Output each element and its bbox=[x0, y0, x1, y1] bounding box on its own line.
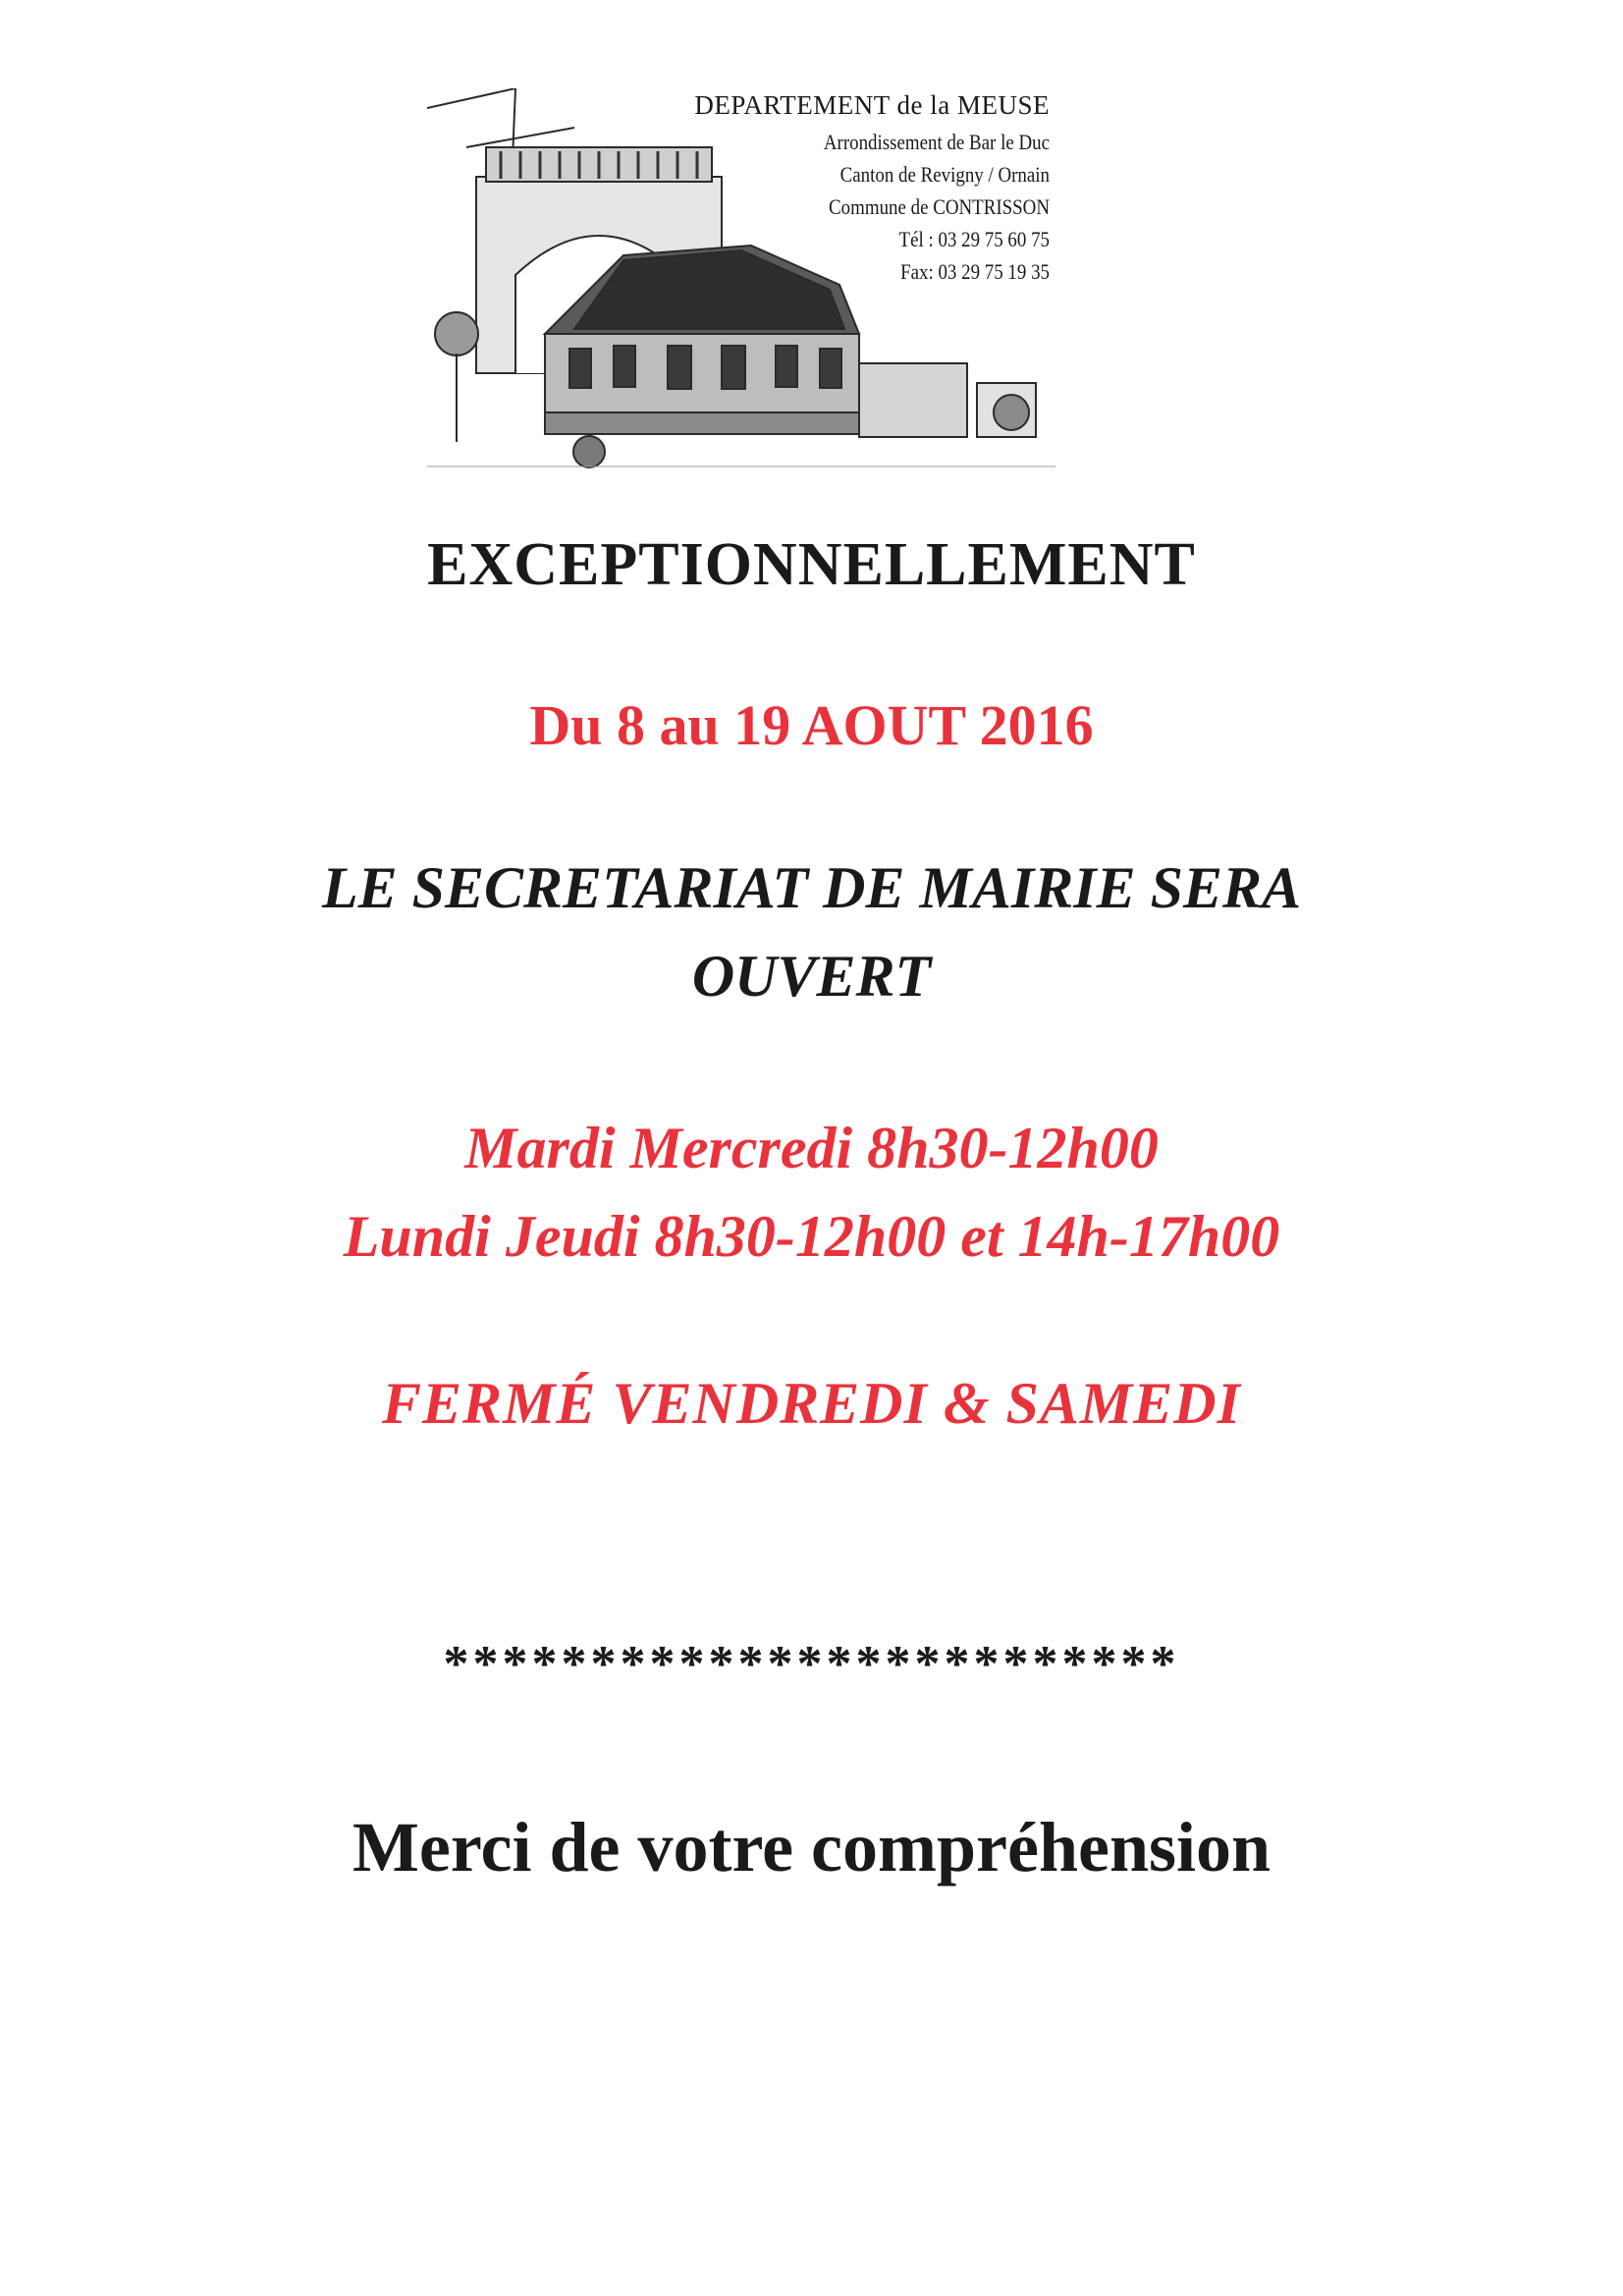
opening-hours-line1: Mardi Mercredi 8h30-12h00 bbox=[464, 1116, 1159, 1180]
separator-stars: ************************* bbox=[443, 1636, 1180, 1692]
letterhead-canton: Canton de Revigny / Ornain bbox=[839, 162, 1050, 187]
closed-days: FERMÉ VENDREDI & SAMEDI bbox=[382, 1371, 1241, 1436]
letterhead bbox=[427, 88, 1055, 471]
letterhead-address-block bbox=[768, 126, 1050, 288]
letterhead-tel: Tél : 03 29 75 60 75 bbox=[898, 227, 1050, 251]
notice-heading: EXCEPTIONNELLEMENT bbox=[427, 531, 1196, 598]
opening-hours-line2: Lundi Jeudi 8h30-12h00 et 14h-17h00 bbox=[343, 1204, 1280, 1269]
notice-dates: Du 8 au 19 AOUT 2016 bbox=[529, 693, 1094, 757]
letterhead-fax: Fax: 03 29 75 19 35 bbox=[900, 259, 1050, 284]
letterhead-arrondissement: Arrondissement de Bar le Duc bbox=[823, 130, 1050, 154]
closing-message: Merci de votre compréhension bbox=[352, 1808, 1271, 1886]
notice-statement-line2: OUVERT bbox=[691, 944, 932, 1009]
letterhead-commune: Commune de CONTRISSON bbox=[829, 194, 1050, 219]
notice-statement-line1: LE SECRETARIAT DE MAIRIE SERA bbox=[321, 855, 1302, 920]
letterhead-department: DEPARTEMENT de la MEUSE bbox=[694, 90, 1050, 120]
